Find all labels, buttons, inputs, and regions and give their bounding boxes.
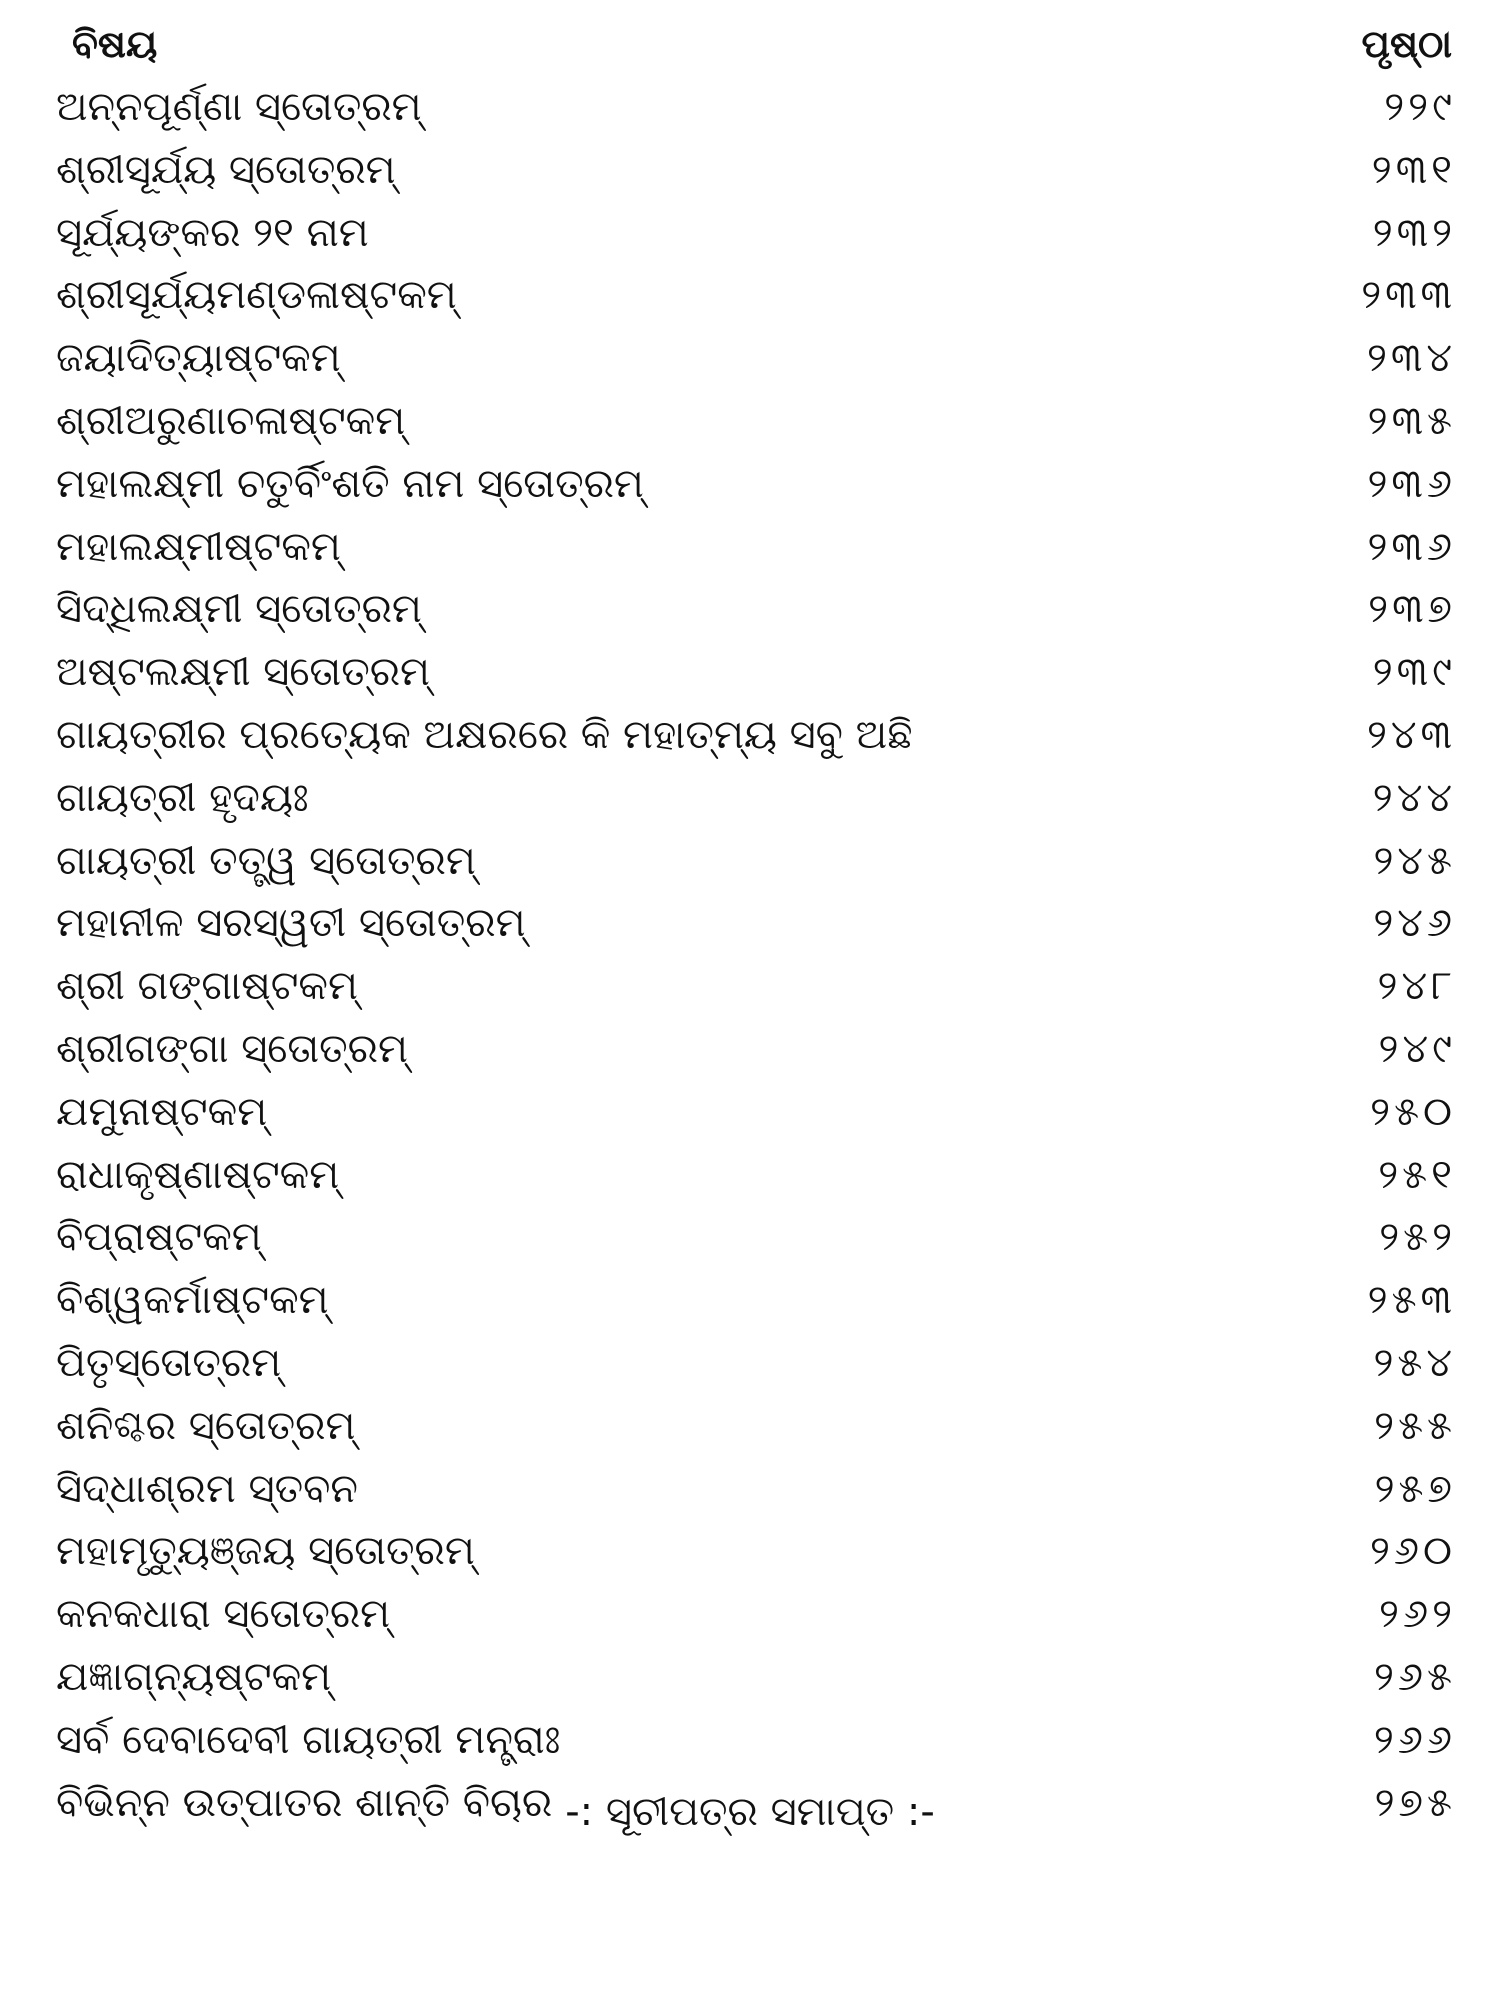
toc-entry (56, 1583, 1456, 1646)
toc-entry-title: ବିଶ୍ୱକର୍ମାଷ୍ଟକମ୍ (56, 1277, 329, 1324)
toc-entry (56, 327, 1456, 390)
page-column-heading: ପୃଷ୍ଠା (1361, 22, 1452, 66)
toc-end-note: -: ସୂଚୀପତ୍ର ସମାପ୍ତ :- (565, 1789, 935, 1835)
toc-entry (56, 453, 1456, 516)
toc-entry-page-number: ୨୫୧ (1378, 1151, 1456, 1198)
toc-entry-title: ବିଭିନ୍ନ ଉତ୍ପାତର ଶାନ୍ତି ବିଚାର (56, 1779, 553, 1826)
toc-entry-title: ଶ୍ରୀସୂର୍ଯ୍ୟମଣ୍ଡଳାଷ୍ଟକମ୍ (56, 272, 457, 319)
toc-entry-title: ଅଷ୍ଟଲକ୍ଷ୍ମୀ ସ୍ତୋତ୍ରମ୍ (56, 649, 430, 696)
toc-entry (56, 1646, 1456, 1709)
toc-entry-page-number: ୨୫୭ (1374, 1465, 1456, 1512)
toc-entry-page-number: ୨୪୬ (1373, 900, 1456, 947)
toc-entry-page-number: ୨୩୯ (1372, 649, 1456, 696)
toc-entry-title: କନକଧାରା ସ୍ତୋତ୍ରମ୍ (56, 1591, 391, 1638)
toc-entry-title: ସିଦ୍ଧାଶ୍ରମ ସ୍ତବନ (56, 1465, 358, 1512)
toc-entry-title: ଅନ୍ନପୂର୍ଣ୍ଣା ସ୍ତୋତ୍ରମ୍ (56, 84, 422, 130)
toc-entry-page-number: ୨୫୫ (1374, 1402, 1456, 1449)
toc-entry (56, 516, 1456, 579)
toc-entry-page-number: ୨୬୬ (1373, 1716, 1456, 1763)
toc-entry (56, 1395, 1456, 1458)
toc-entry-title: ସିଦ୍ଧିଲକ୍ଷ୍ମୀ ସ୍ତୋତ୍ରମ୍ (56, 586, 422, 633)
toc-entry-page-number: ୨୩୫ (1367, 397, 1456, 444)
toc-entry-title: ଶ୍ରୀସୂର୍ଯ୍ୟ ସ୍ତୋତ୍ରମ୍ (56, 146, 396, 193)
toc-entry-page-number: ୨୩୭ (1368, 586, 1456, 633)
toc-entry-page-number: ୨୫୨ (1379, 1214, 1456, 1261)
toc-entry (56, 1332, 1456, 1395)
toc-entry-page-number: ୨୪୩ (1367, 711, 1456, 758)
toc-entry (56, 139, 1456, 202)
toc-entry-title: ସର୍ବ ଦେବାଦେବୀ ଗାୟତ୍ରୀ ମନ୍ତ୍ରାଃ (56, 1716, 561, 1763)
toc-entry-page-number: ୨୭୫ (1374, 1779, 1456, 1826)
toc-entry-title: ଗାୟତ୍ରୀ ତତ୍ତ୍ୱ ସ୍ତୋତ୍ରମ୍ (56, 837, 476, 884)
toc-entry-title: ମହାଲକ୍ଷ୍ମୀ ଚତୁର୍ବିଂଶତି ନାମ ସ୍ତୋତ୍ରମ୍ (56, 460, 644, 507)
toc-entry (56, 830, 1456, 893)
toc-entry-page-number: ୨୪୪ (1372, 774, 1456, 821)
toc-entry (56, 264, 1456, 327)
toc-entry-page-number: ୨୫୦ (1370, 1088, 1456, 1135)
toc-entry-page-number: ୨୩୨ (1372, 209, 1456, 256)
toc-entry (56, 202, 1456, 265)
toc-entry (56, 1458, 1456, 1521)
toc-entry-page-number: ୨୩୬ (1367, 460, 1456, 507)
toc-entry-title: ବିପ୍ରାଷ୍ଟକମ୍ (56, 1214, 262, 1261)
toc-entry (56, 1018, 1456, 1081)
toc-entry-page-number: ୨୪୯ (1378, 1025, 1456, 1072)
toc-entry (56, 76, 1456, 139)
toc-entry-title: ପିତୃସ୍ତୋତ୍ରମ୍ (56, 1339, 282, 1386)
toc-entry-page-number: ୨୫୪ (1373, 1339, 1456, 1386)
toc-entry (56, 704, 1456, 767)
toc-entry-page-number: ୨୩୧ (1371, 146, 1456, 193)
toc-entry-page-number: ୨୬୫ (1374, 1653, 1456, 1700)
subject-column-heading: ବିଷୟ (72, 22, 158, 66)
toc-entry (56, 578, 1456, 641)
toc-entry (56, 390, 1456, 453)
toc-entry-title: ଯମୁନାଷ୍ଟକମ୍ (56, 1088, 268, 1135)
toc-entry-title: ମହାମୃତ୍ୟୁଞ୍ଜୟ ସ୍ତୋତ୍ରମ୍ (56, 1528, 475, 1575)
toc-entry-title: ଗାୟତ୍ରୀର ପ୍ରତ୍ୟେକ ଅକ୍ଷରରେ କି ମହାତ୍ମ୍ୟ ସବୁ ଅଛି (56, 711, 913, 758)
toc-entry-title: ସୂର୍ଯ୍ୟଙ୍କର ୨୧ ନାମ (56, 209, 369, 256)
toc-entry (56, 1709, 1456, 1772)
toc-entry-page-number: ୨୪୫ (1373, 837, 1456, 884)
toc-entry-title: ମହାଲକ୍ଷ୍ମୀଷ୍ଟକମ୍ (56, 523, 341, 570)
toc-entry (56, 1269, 1456, 1332)
toc-entry-page-number: ୨୩୬ (1367, 523, 1456, 570)
toc-entry-page-number: ୨୬୨ (1379, 1591, 1456, 1638)
toc-entry-page-number: ୨୫୩ (1367, 1277, 1456, 1324)
toc-entry-title: ଯଜ୍ଞାଗ୍ନ୍ୟଷ୍ଟକମ୍ (56, 1653, 332, 1700)
toc-entry (56, 892, 1456, 955)
toc-entry-title: ରାଧାକୃଷ୍ଣାଷ୍ଟକମ୍ (56, 1151, 340, 1198)
toc-entry (56, 955, 1456, 1018)
toc-entry (56, 767, 1456, 830)
toc-entry-title: ଜୟାଦିତ୍ୟାଷ୍ଟକମ୍ (56, 335, 341, 382)
toc-entry-page-number: ୨୨୯ (1384, 84, 1456, 130)
toc-entry (56, 1081, 1456, 1144)
toc-entry-title: ଶ୍ରୀଗଙ୍ଗା ସ୍ତୋତ୍ରମ୍ (56, 1025, 408, 1072)
toc-entry-page-number: ୨୩୪ (1367, 335, 1456, 382)
toc-entry-page-number: ୨୬୦ (1370, 1528, 1456, 1575)
toc-entry-page-number: ୨୩୩ (1361, 272, 1456, 319)
toc-entry-page-number: ୨୪୮ (1377, 963, 1456, 1010)
toc-entry (56, 641, 1456, 704)
toc-entry (56, 1520, 1456, 1583)
toc-entry (56, 1144, 1456, 1207)
toc-entry (56, 1206, 1456, 1269)
toc-entry-title: ଶ୍ରୀ ଗଙ୍ଗାଷ୍ଟକମ୍ (56, 963, 358, 1010)
toc-list (56, 76, 1456, 1834)
toc-entry-title: ଗାୟତ୍ରୀ ହୃଦୟଃ (56, 774, 309, 821)
toc-entry-title: ଶନିଶ୍ଚର ସ୍ତୋତ୍ରମ୍ (56, 1402, 356, 1449)
toc-header (72, 12, 1452, 76)
toc-entry-title: ଶ୍ରୀଅରୁଣାଚଳାଷ୍ଟକମ୍ (56, 397, 406, 444)
toc-entry-title: ମହାନୀଳ ସରସ୍ୱତୀ ସ୍ତୋତ୍ରମ୍ (56, 900, 526, 947)
